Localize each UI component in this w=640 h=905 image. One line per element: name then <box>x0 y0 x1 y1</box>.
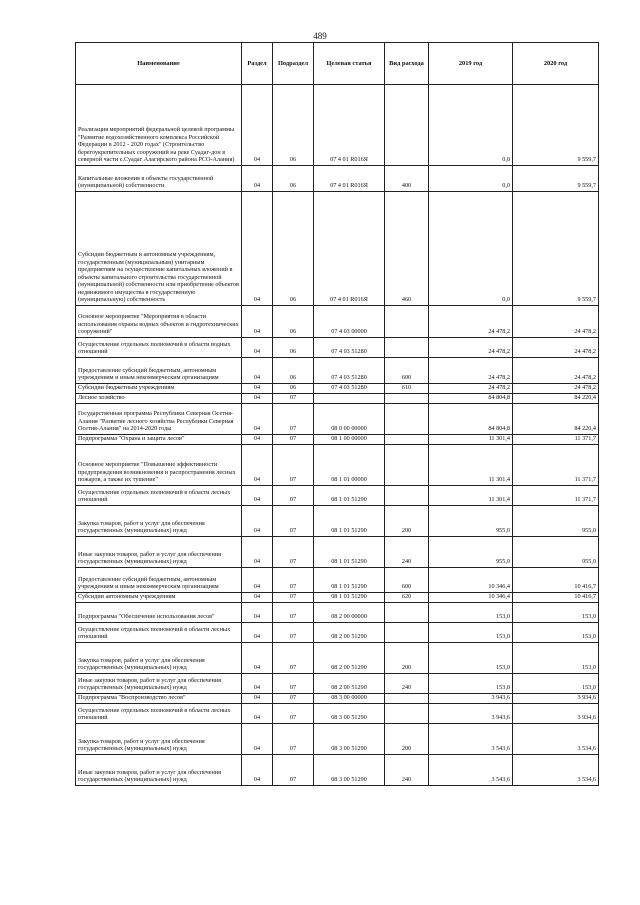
row-name: Иные закупки товаров, работ и услуг для обеспечения государственных (муниципальных) нужд <box>76 674 242 694</box>
row-name: Иные закупки товаров, работ и услуг для обеспечения государственных (муниципальных) нужд <box>76 537 242 568</box>
row-amount-2020: 24 478,2 <box>513 306 599 338</box>
row-amount-2020: 9 559,7 <box>513 85 599 166</box>
row-target-article: 08 1 01 51290 <box>314 568 385 593</box>
table-row <box>76 694 599 704</box>
row-name: Осуществление отдельных полномочий в области лесных отношений <box>76 486 242 506</box>
row-target-article: 07 4 01 R016Я <box>314 166 385 192</box>
table-row <box>76 166 599 192</box>
table-row <box>76 445 599 486</box>
row-amount-2019: 153,0 <box>429 623 513 643</box>
table-row <box>76 568 599 593</box>
row-target-article: 08 2 00 51290 <box>314 643 385 674</box>
row-subsection: 07 <box>273 603 314 623</box>
row-amount-2020: 3 534,6 <box>513 755 599 786</box>
row-section: 04 <box>242 568 273 593</box>
row-amount-2020: 955,0 <box>513 506 599 537</box>
header-target-article: Целевая статья <box>314 43 385 85</box>
row-target-article: 07 4 03 51280 <box>314 384 385 394</box>
row-expense-type <box>385 694 429 704</box>
row-section: 04 <box>242 674 273 694</box>
row-subsection: 06 <box>273 384 314 394</box>
row-amount-2020: 24 478,2 <box>513 338 599 358</box>
row-subsection: 07 <box>273 445 314 486</box>
row-amount-2019: 10 346,4 <box>429 568 513 593</box>
row-section: 04 <box>242 306 273 338</box>
row-target-article: 08 3 00 00000 <box>314 694 385 704</box>
row-amount-2020: 84 220,4 <box>513 404 599 435</box>
row-expense-type <box>385 394 429 404</box>
table-row <box>76 384 599 394</box>
table-row <box>76 755 599 786</box>
row-name: Основное мероприятие "Мероприятия в области использования охраны водных объектов и гидротехнических сооружений" <box>76 306 242 338</box>
row-name: Подпрограмма "Обеспечение использования лесов" <box>76 603 242 623</box>
row-subsection: 06 <box>273 358 314 384</box>
row-subsection: 07 <box>273 755 314 786</box>
row-subsection: 07 <box>273 643 314 674</box>
row-subsection: 07 <box>273 568 314 593</box>
row-target-article: 08 1 00 00000 <box>314 435 385 445</box>
row-target-article: 08 1 01 51290 <box>314 593 385 603</box>
row-name: Основное мероприятие "Повышение эффективности предупреждения возникновения и распространения лесных пожаров, а также их тушение" <box>76 445 242 486</box>
row-section: 04 <box>242 435 273 445</box>
row-subsection: 07 <box>273 674 314 694</box>
row-expense-type <box>385 306 429 338</box>
row-amount-2020: 3 534,6 <box>513 724 599 755</box>
row-amount-2020: 153,0 <box>513 643 599 674</box>
budget-table <box>75 42 599 786</box>
table-row <box>76 306 599 338</box>
row-expense-type: 400 <box>385 166 429 192</box>
row-expense-type: 610 <box>385 384 429 394</box>
row-target-article: 08 3 00 51290 <box>314 755 385 786</box>
row-amount-2019: 84 804,8 <box>429 394 513 404</box>
row-target-article: 07 4 03 51280 <box>314 338 385 358</box>
table-row <box>76 537 599 568</box>
row-expense-type <box>385 435 429 445</box>
row-amount-2020: 3 934,6 <box>513 704 599 724</box>
table-row <box>76 674 599 694</box>
row-amount-2020: 3 934,6 <box>513 694 599 704</box>
header-year-2020: 2020 год <box>513 43 599 85</box>
row-name: Иные закупки товаров, работ и услуг для обеспечения государственных (муниципальных) нужд <box>76 755 242 786</box>
row-target-article: 08 3 00 51290 <box>314 704 385 724</box>
row-expense-type: 200 <box>385 724 429 755</box>
row-amount-2019: 24 478,2 <box>429 338 513 358</box>
header-year-2019: 2019 год <box>429 43 513 85</box>
row-name: Капитальные вложения в объекты государственной (муниципальной) собственности <box>76 166 242 192</box>
row-target-article: 07 4 01 R016Я <box>314 85 385 166</box>
table-row <box>76 486 599 506</box>
table-row <box>76 394 599 404</box>
row-name: Лесное хозяйство <box>76 394 242 404</box>
row-section: 04 <box>242 704 273 724</box>
row-target-article: 08 1 01 51290 <box>314 486 385 506</box>
row-subsection: 07 <box>273 704 314 724</box>
row-name: Осуществление отдельных полномочий в области водных отношений <box>76 338 242 358</box>
row-amount-2019: 11 301,4 <box>429 445 513 486</box>
row-amount-2019: 10 346,4 <box>429 593 513 603</box>
header-subsection: Подраздел <box>273 43 314 85</box>
row-amount-2019: 153,0 <box>429 603 513 623</box>
row-expense-type <box>385 623 429 643</box>
row-subsection: 07 <box>273 394 314 404</box>
table-row <box>76 704 599 724</box>
row-target-article: 08 1 01 51290 <box>314 506 385 537</box>
row-section: 04 <box>242 486 273 506</box>
row-subsection: 06 <box>273 338 314 358</box>
row-subsection: 06 <box>273 192 314 306</box>
page-number: 489 <box>313 31 327 41</box>
row-name: Подпрограмма "Охрана и защита лесов" <box>76 435 242 445</box>
row-name: Закупка товаров, работ и услуг для обеспечения государственных (муниципальных) нужд <box>76 724 242 755</box>
row-target-article: 07 4 03 51280 <box>314 358 385 384</box>
row-section: 04 <box>242 603 273 623</box>
row-amount-2019: 955,0 <box>429 506 513 537</box>
row-expense-type: 600 <box>385 358 429 384</box>
row-amount-2020: 11 371,7 <box>513 445 599 486</box>
row-expense-type: 600 <box>385 568 429 593</box>
row-section: 04 <box>242 506 273 537</box>
row-name: Осуществление отдельных полномочий в области лесных отношений <box>76 623 242 643</box>
row-amount-2019: 0,0 <box>429 192 513 306</box>
table-row <box>76 593 599 603</box>
row-target-article: 08 2 00 00000 <box>314 603 385 623</box>
row-expense-type: 200 <box>385 506 429 537</box>
row-name: Субсидии бюджетным учреждениям <box>76 384 242 394</box>
row-amount-2020: 9 559,7 <box>513 166 599 192</box>
row-section: 04 <box>242 166 273 192</box>
row-name: Предоставление субсидий бюджетным, автономным учреждениям и иным некоммерческим организациям <box>76 568 242 593</box>
row-expense-type: 240 <box>385 755 429 786</box>
row-section: 04 <box>242 404 273 435</box>
header-section: Раздел <box>242 43 273 85</box>
row-target-article: 08 2 00 51290 <box>314 623 385 643</box>
table-row <box>76 85 599 166</box>
row-expense-type <box>385 404 429 435</box>
row-subsection: 07 <box>273 593 314 603</box>
row-name: Осуществление отдельных полномочий в области лесных отношений <box>76 704 242 724</box>
row-expense-type: 240 <box>385 674 429 694</box>
row-amount-2019: 0,0 <box>429 85 513 166</box>
row-expense-type: 460 <box>385 192 429 306</box>
table-row <box>76 643 599 674</box>
row-target-article: 08 3 00 51290 <box>314 724 385 755</box>
row-amount-2019: 153,0 <box>429 674 513 694</box>
row-amount-2020: 84 220,4 <box>513 394 599 404</box>
row-section: 04 <box>242 694 273 704</box>
row-subsection: 06 <box>273 85 314 166</box>
row-amount-2019: 11 301,4 <box>429 435 513 445</box>
row-target-article: 07 4 03 00000 <box>314 306 385 338</box>
row-amount-2020: 10 416,7 <box>513 593 599 603</box>
row-amount-2020: 153,0 <box>513 623 599 643</box>
row-subsection: 07 <box>273 435 314 445</box>
row-expense-type: 620 <box>385 593 429 603</box>
row-target-article: 08 0 00 00000 <box>314 404 385 435</box>
row-amount-2019: 3 943,6 <box>429 694 513 704</box>
row-section: 04 <box>242 85 273 166</box>
row-subsection: 07 <box>273 506 314 537</box>
row-subsection: 07 <box>273 694 314 704</box>
row-section: 04 <box>242 724 273 755</box>
table-row <box>76 603 599 623</box>
row-subsection: 06 <box>273 166 314 192</box>
row-amount-2020: 11 371,7 <box>513 486 599 506</box>
row-expense-type <box>385 486 429 506</box>
row-amount-2019: 24 478,2 <box>429 306 513 338</box>
row-target-article: 08 1 01 00000 <box>314 445 385 486</box>
row-amount-2020: 955,0 <box>513 537 599 568</box>
row-section: 04 <box>242 384 273 394</box>
row-amount-2019: 3 543,6 <box>429 724 513 755</box>
row-amount-2019: 0,0 <box>429 166 513 192</box>
row-section: 04 <box>242 338 273 358</box>
row-amount-2020: 10 416,7 <box>513 568 599 593</box>
row-section: 04 <box>242 394 273 404</box>
header-name: Наименование <box>76 43 242 85</box>
row-amount-2020: 153,0 <box>513 674 599 694</box>
table-row <box>76 192 599 306</box>
table-row <box>76 338 599 358</box>
row-expense-type <box>385 445 429 486</box>
row-expense-type: 200 <box>385 643 429 674</box>
row-amount-2019: 11 301,4 <box>429 486 513 506</box>
row-name: Закупка товаров, работ и услуг для обеспечения государственных (муниципальных) нужд <box>76 506 242 537</box>
row-amount-2019: 3 543,6 <box>429 755 513 786</box>
row-name: Субсидии автономным учреждениям <box>76 593 242 603</box>
row-section: 04 <box>242 192 273 306</box>
row-target-article: 08 1 01 51290 <box>314 537 385 568</box>
row-subsection: 06 <box>273 306 314 338</box>
row-section: 04 <box>242 593 273 603</box>
row-section: 04 <box>242 358 273 384</box>
row-target-article <box>314 394 385 404</box>
row-section: 04 <box>242 445 273 486</box>
row-name: Субсидии бюджетным и автономным учреждениям, государственным (муниципальным) унитарным предприятиям на осуществление капитальных вложений в объекты капитального строительства государственной (муниципальной) собственности или приобретение объектов недвижимого имущества в государственную (муниципальную) собственность <box>76 192 242 306</box>
row-amount-2020: 153,0 <box>513 603 599 623</box>
row-section: 04 <box>242 643 273 674</box>
row-subsection: 07 <box>273 724 314 755</box>
row-expense-type <box>385 603 429 623</box>
row-expense-type <box>385 338 429 358</box>
row-amount-2019: 955,0 <box>429 537 513 568</box>
row-amount-2019: 24 478,2 <box>429 358 513 384</box>
row-name: Государственная программа Республики Северная Осетия-Алания "Развитие лесного хозяйства Республики Северная Осетия-Алания" на 2014-2020 годы <box>76 404 242 435</box>
table-row <box>76 404 599 435</box>
row-subsection: 07 <box>273 486 314 506</box>
row-target-article: 07 4 01 R016Я <box>314 192 385 306</box>
row-expense-type <box>385 85 429 166</box>
row-name: Закупка товаров, работ и услуг для обеспечения государственных (муниципальных) нужд <box>76 643 242 674</box>
table-row <box>76 506 599 537</box>
row-name: Реализация мероприятий федеральной целевой программы "Развитие водохозяйственного комплекса Российской Федерации в 2012 - 2020 годах" (Строительство берегоукрепительных сооружений на реке Суадаг-дон в северной части с.Суадаг Алагирского района РСО-Алания) <box>76 85 242 166</box>
row-amount-2019: 24 478,2 <box>429 384 513 394</box>
row-expense-type <box>385 704 429 724</box>
row-amount-2020: 11 371,7 <box>513 435 599 445</box>
row-amount-2020: 9 559,7 <box>513 192 599 306</box>
row-subsection: 07 <box>273 404 314 435</box>
table-row <box>76 358 599 384</box>
row-subsection: 07 <box>273 623 314 643</box>
row-amount-2020: 24 478,2 <box>513 384 599 394</box>
row-target-article: 08 2 00 51290 <box>314 674 385 694</box>
table-row <box>76 435 599 445</box>
row-name: Подпрограмма "Воспроизводство лесов" <box>76 694 242 704</box>
row-subsection: 07 <box>273 537 314 568</box>
row-section: 04 <box>242 623 273 643</box>
table-row <box>76 623 599 643</box>
row-section: 04 <box>242 755 273 786</box>
table-row <box>76 724 599 755</box>
row-name: Предоставление субсидий бюджетным, автономным учреждениям и иным некоммерческим организациям <box>76 358 242 384</box>
row-section: 04 <box>242 537 273 568</box>
header-expense-type: Вид расхода <box>385 43 429 85</box>
row-amount-2019: 153,0 <box>429 643 513 674</box>
row-expense-type: 240 <box>385 537 429 568</box>
table-header-row <box>76 43 599 85</box>
row-amount-2020: 24 478,2 <box>513 358 599 384</box>
row-amount-2019: 84 804,8 <box>429 404 513 435</box>
row-amount-2019: 3 943,6 <box>429 704 513 724</box>
